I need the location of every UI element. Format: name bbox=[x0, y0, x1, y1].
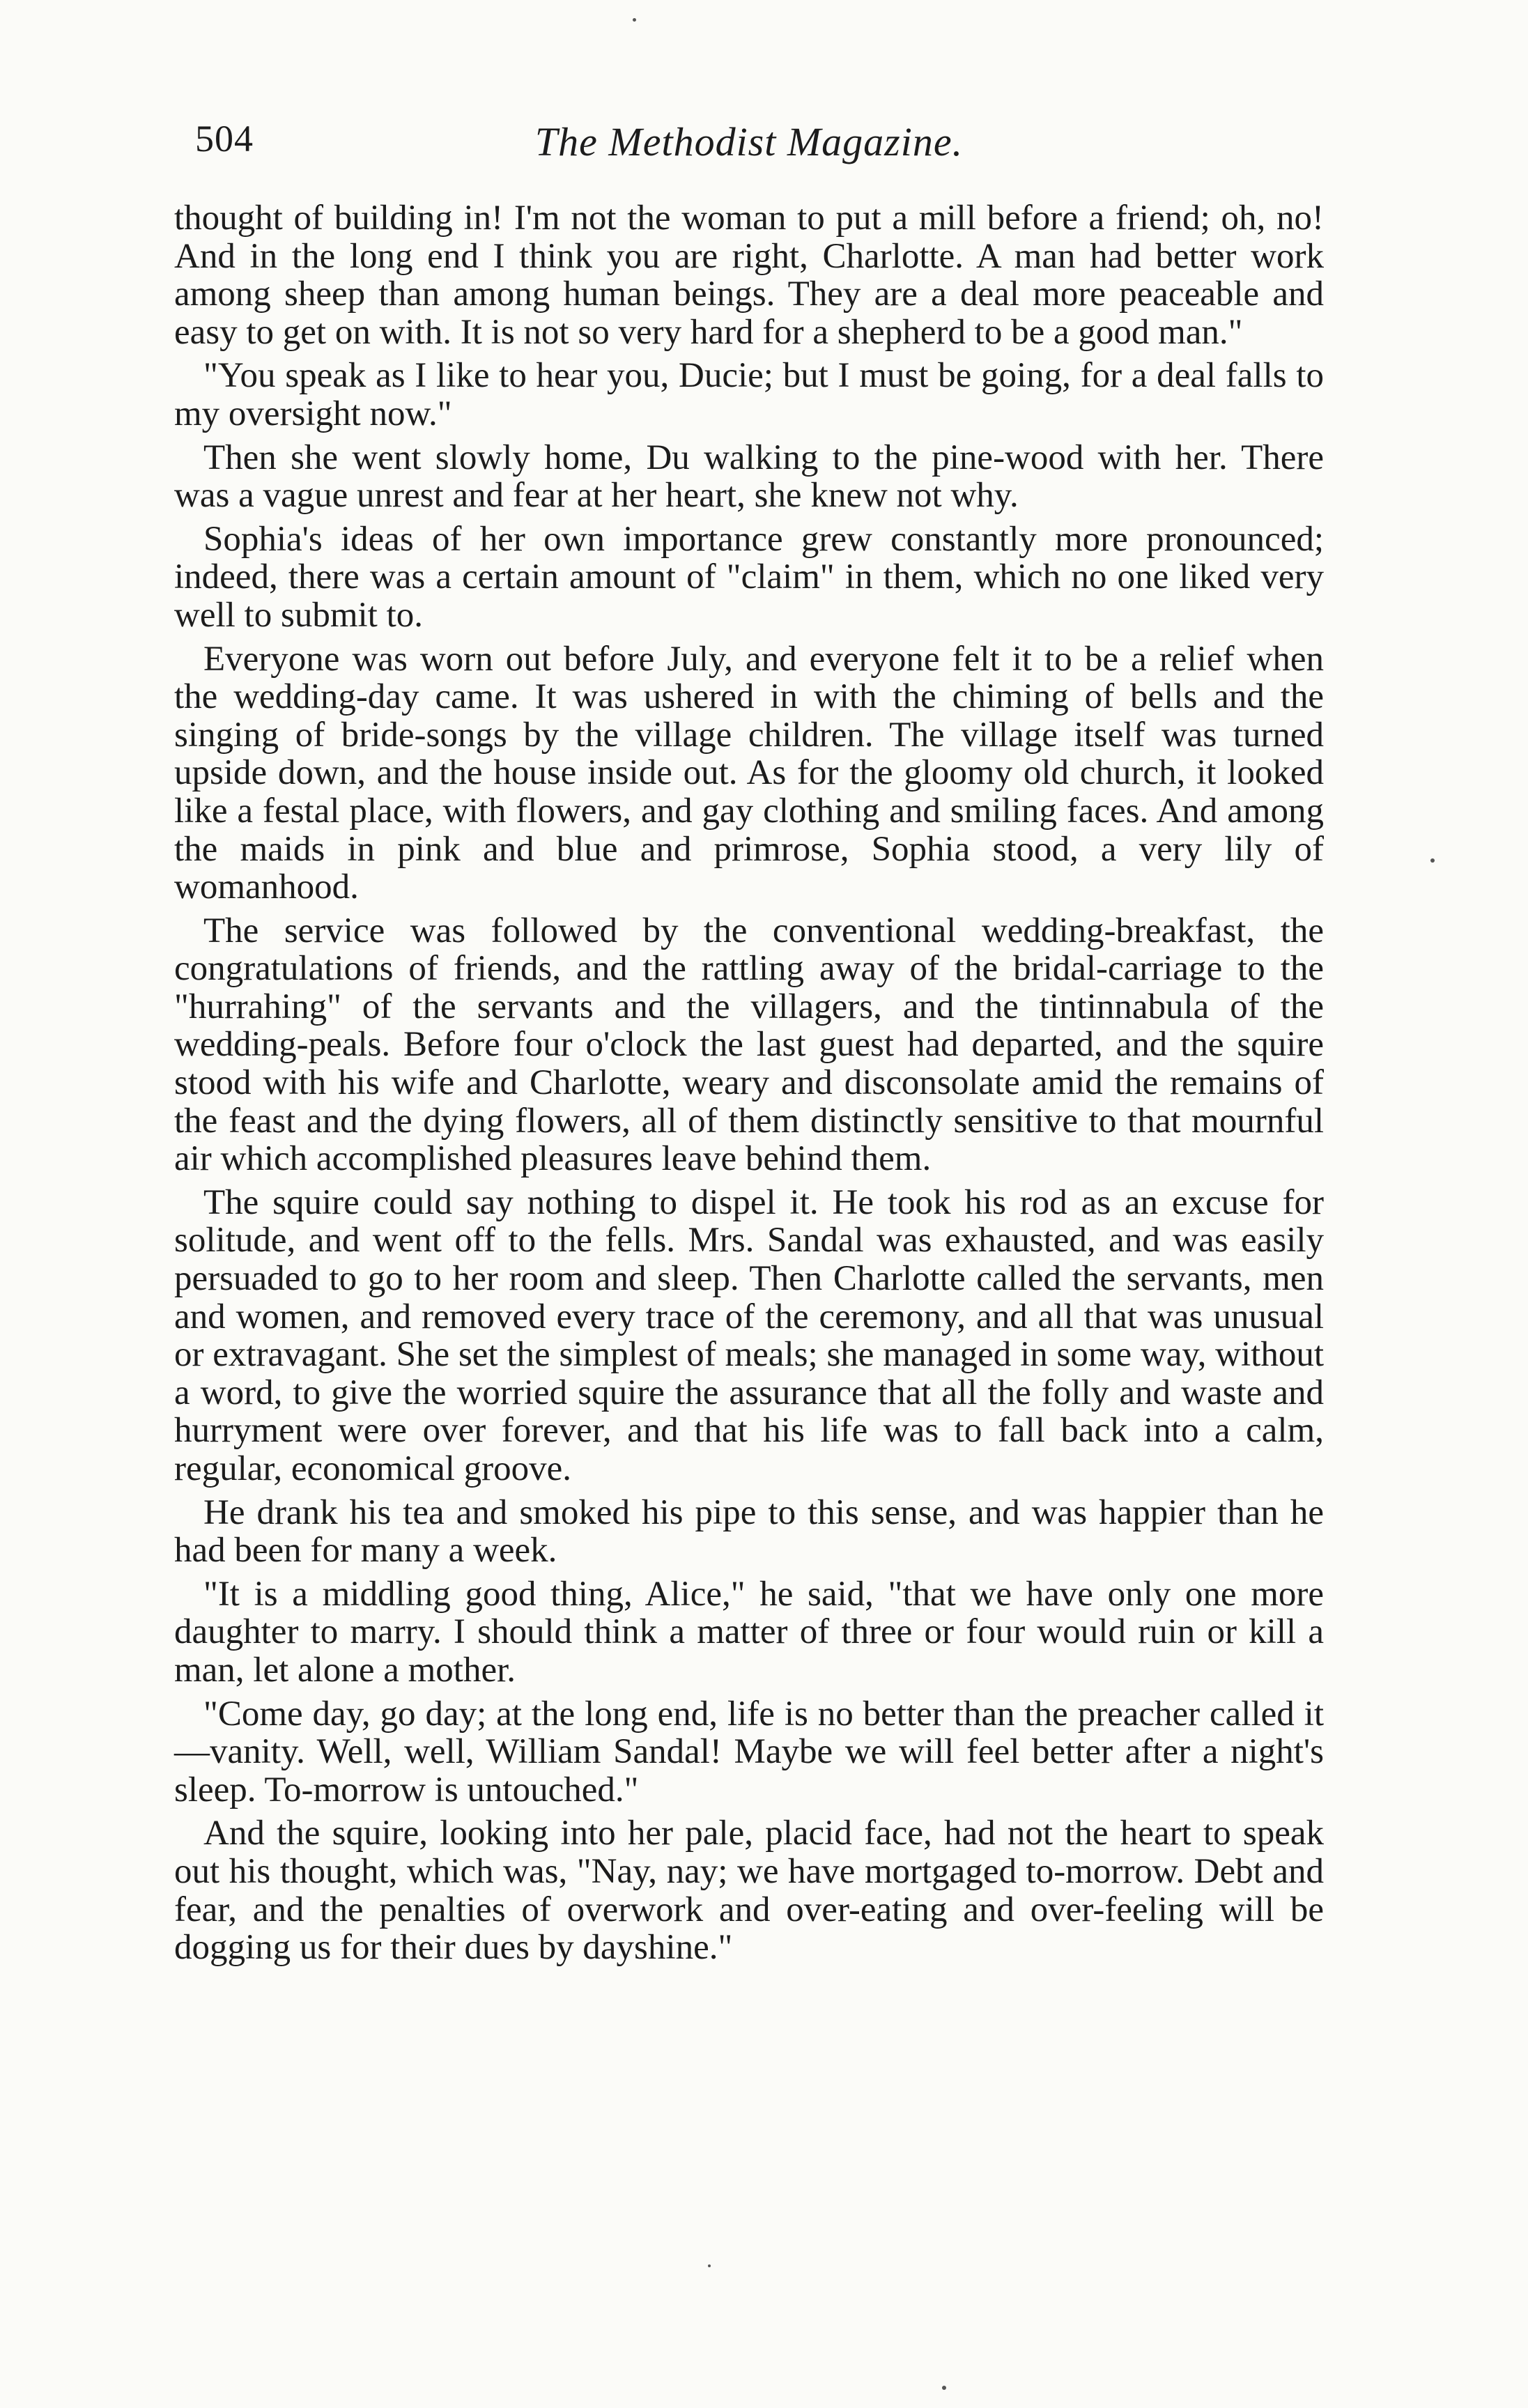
book-page bbox=[174, 105, 1324, 2299]
article-body bbox=[174, 199, 1324, 1967]
paragraph: Then she went slowly home, Du walking to the pine-wood with her. There was a vague unrest and fear at her heart, she knew not why. bbox=[174, 438, 1324, 516]
speck bbox=[633, 18, 636, 22]
running-head bbox=[174, 105, 1324, 181]
speck bbox=[1430, 858, 1435, 863]
paragraph: Everyone was worn out before July, and everyone felt it to be a relief when the wedding-day came. It was ushered in with the chiming of bells and the singing of bride-songs by the village children. The village itself was turned upside down, and the house inside out. As for the gloomy old church, it looked like a festal place, with flowers, and gay clothing and smiling faces. And among the maids in pink and blue and primrose, Sophia stood, a very lily of womanhood. bbox=[174, 639, 1324, 907]
speck bbox=[708, 2264, 711, 2267]
paragraph: He drank his tea and smoked his pipe to this sense, and was happier than he had been for many a week. bbox=[174, 1492, 1324, 1570]
paragraph: The squire could say nothing to dispel it. He took his rod as an excuse for solitude, and went off to the fells. Mrs. Sandal was exhausted, and was easily persuaded to go to her room and sleep. Then Charlotte called the servants, men and women, and removed every trace of the ceremony, and all that was unusual or extravagant. She set the simplest of meals; she managed in some way, without a word, to give the worried squire the assurance that all the folly and waste and hurryment were over forever, and that his life was to fall back into a calm, regular, economical groove. bbox=[174, 1182, 1324, 1488]
paragraph: thought of building in! I'm not the woman to put a mill before a friend; oh, no! And in the long end I think you are right, Charlotte. A man had better work among sheep than among human beings. They are a deal more peaceable and easy to get on with. It is not so very hard for a shepherd to be a good man." bbox=[174, 199, 1324, 352]
magazine-title: The Methodist Magazine. bbox=[534, 119, 964, 164]
paragraph: "You speak as I like to hear you, Ducie; but I must be going, for a deal falls to my oversight now." bbox=[174, 356, 1324, 433]
paragraph: And the squire, looking into her pale, placid face, had not the heart to speak out his thought, which was, "Nay, nay; we have mortgaged to-morrow. Debt and fear, and the penalties of overwork and over-eating and over-feeling will be dogging us for their dues by dayshine." bbox=[174, 1814, 1324, 1968]
paragraph: "Come day, go day; at the long end, life is no better than the preacher called it—vanity. Well, well, William Sandal! Maybe we will feel better after a night's sleep. To-morrow is untouched." bbox=[174, 1694, 1324, 1809]
page-number: 504 bbox=[195, 118, 254, 160]
paragraph: The service was followed by the conventional wedding-breakfast, the congratulations of friends, and the rattling away of the bridal-carriage to the "hurrahing" of the servants and the villagers, and the tintinnabula of the wedding-peals. Before four o'clock the last guest had departed, and the squire stood with his wife and Charlotte, weary and disconsolate amid the remains of the feast and the dying flowers, all of them distinctly sensitive to that mournful air which accomplished pleasures leave behind them. bbox=[174, 911, 1324, 1179]
paragraph: "It is a middling good thing, Alice," he said, "that we have only one more daughter to marry. I should think a matter of three or four would ruin or kill a man, let alone a mother. bbox=[174, 1574, 1324, 1690]
speck bbox=[942, 2386, 946, 2390]
paragraph: Sophia's ideas of her own importance grew constantly more pronounced; indeed, there was a certain amount of "claim" in them, which no one liked very well to submit to. bbox=[174, 519, 1324, 635]
